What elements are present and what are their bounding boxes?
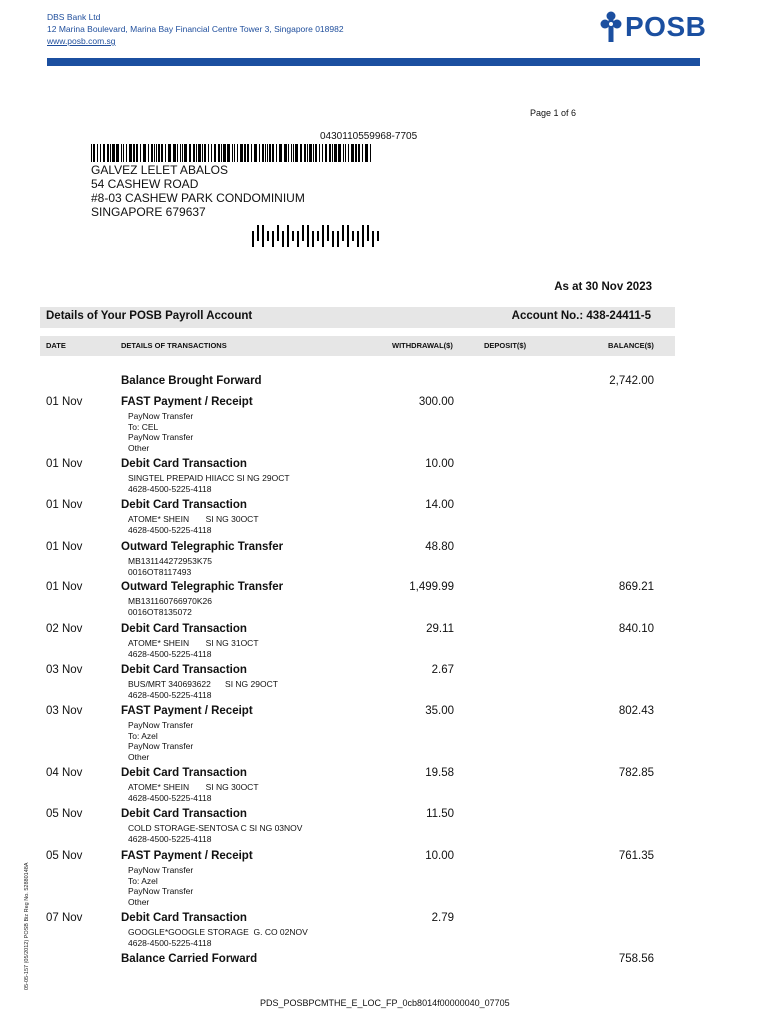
tx-details: PayNow Transfer To: Azel PayNow Transfer Other [128, 720, 194, 762]
document-code: PDS_POSBPCMTHE_E_LOC_FP_0cb8014f00000040_07705 [260, 998, 510, 1008]
tx-withdrawal: 300.00 [418, 396, 454, 408]
tx-date: 01 Nov [46, 581, 83, 593]
tx-withdrawal: 29.11 [426, 623, 454, 635]
account-header [40, 307, 675, 328]
col-date: DATE [46, 341, 66, 350]
column-headers [40, 336, 675, 356]
tx-withdrawal: 19.58 [425, 767, 454, 779]
tx-withdrawal: 2.67 [431, 664, 454, 676]
col-details: DETAILS OF TRANSACTIONS [121, 341, 227, 350]
bank-address: 12 Marina Boulevard, Marina Bay Financial Centre Tower 3, Singapore 018982 [47, 24, 344, 34]
tx-title: Debit Card Transaction [121, 767, 247, 779]
logo-text: POSB [625, 11, 707, 42]
tx-details: MB131160766970K26 0016OT8135072 [128, 596, 212, 617]
tx-balance: 761.35 [618, 850, 654, 862]
tx-details: GOOGLE*GOOGLE STORAGE G. CO 02NOV 4628-4500-5225-4118 [128, 927, 308, 948]
tx-date: 03 Nov [46, 664, 83, 676]
tx-balance: 869.21 [618, 581, 654, 593]
tx-title: Debit Card Transaction [121, 623, 247, 635]
tx-details: MB131144272953K75 0016OT8117493 [128, 556, 212, 577]
address-line-3: SINGAPORE 679637 [91, 205, 206, 219]
bank-info [47, 11, 344, 47]
header-bar [47, 58, 700, 66]
address-line-1: 54 CASHEW ROAD [91, 177, 199, 191]
tx-withdrawal: 10.00 [425, 458, 454, 470]
tx-date: 02 Nov [46, 623, 83, 635]
tx-date: 01 Nov [46, 541, 83, 553]
bank-url-link[interactable]: www.posb.com.sg [47, 36, 116, 46]
tx-withdrawal: 2.79 [431, 912, 454, 924]
col-deposit: DEPOSIT($) [484, 341, 527, 350]
tx-title: FAST Payment / Receipt [121, 396, 253, 408]
customer-name: GALVEZ LELET ABALOS [91, 163, 228, 177]
tx-title: Debit Card Transaction [121, 912, 247, 924]
tx-withdrawal: 11.50 [426, 808, 454, 820]
tx-details: ATOME* SHEIN SI NG 30OCT 4628-4500-5225-4118 [128, 782, 259, 803]
tx-withdrawal: 35.00 [425, 705, 454, 717]
tx-balance: 782.85 [618, 767, 654, 779]
postal-barcode [252, 225, 382, 247]
tx-balance: 2,742.00 [609, 375, 654, 387]
tx-title: Outward Telegraphic Transfer [121, 581, 284, 593]
tx-date: 03 Nov [46, 705, 83, 717]
col-withdrawal: WITHDRAWAL($) [392, 341, 453, 350]
tx-withdrawal: 10.00 [425, 850, 454, 862]
tx-withdrawal: 14.00 [425, 499, 454, 511]
tx-title: Balance Carried Forward [121, 953, 258, 965]
tx-title: Debit Card Transaction [121, 664, 247, 676]
tx-withdrawal: 1,499.99 [409, 581, 454, 593]
account-title: Details of Your POSB Payroll Account [46, 310, 253, 322]
barcode-number: 0430110559968-7705 [320, 131, 418, 142]
tx-title: Balance Brought Forward [121, 375, 262, 387]
tx-date: 07 Nov [46, 912, 83, 924]
bank-name: DBS Bank Ltd [47, 12, 101, 22]
tx-details: COLD STORAGE-SENTOSA C SI NG 03NOV 4628-4500-5225-4118 [128, 823, 303, 844]
tx-balance: 840.10 [618, 623, 654, 635]
tx-date: 05 Nov [46, 850, 83, 862]
statement-date: As at 30 Nov 2023 [554, 281, 652, 293]
tx-title: Outward Telegraphic Transfer [121, 541, 284, 553]
tx-date: 01 Nov [46, 458, 83, 470]
tx-details: BUS/MRT 340693622 SI NG 29OCT 4628-4500-5225-4118 [128, 679, 278, 700]
tx-title: FAST Payment / Receipt [121, 850, 253, 862]
tx-date: 05 Nov [46, 808, 83, 820]
tx-title: FAST Payment / Receipt [121, 705, 253, 717]
tx-details: PayNow Transfer To: Azel PayNow Transfer Other [128, 865, 194, 907]
posb-logo [600, 10, 706, 44]
col-balance: BALANCE($) [608, 341, 654, 350]
tx-title: Debit Card Transaction [121, 458, 247, 470]
barcode-image [91, 144, 375, 162]
tx-balance: 758.56 [618, 953, 654, 965]
customer-address [91, 163, 305, 219]
tx-title: Debit Card Transaction [121, 499, 247, 511]
address-line-2: #8-03 CASHEW PARK CONDOMINIUM [91, 191, 305, 205]
tx-details: PayNow Transfer To: CEL PayNow Transfer Other [128, 411, 194, 453]
account-number: Account No.: 438-24411-5 [511, 310, 651, 322]
tx-withdrawal: 48.80 [425, 541, 454, 553]
side-reference: 05-05-157 (05/2012) POSB Biz Reg No. 52880148A [24, 862, 30, 990]
tx-details: SINGTEL PREPAID HIIACC SI NG 29OCT 4628-4500-5225-4118 [128, 473, 290, 494]
tx-details: ATOME* SHEIN SI NG 31OCT 4628-4500-5225-4118 [128, 638, 259, 659]
tx-date: 04 Nov [46, 767, 83, 779]
tx-date: 01 Nov [46, 499, 83, 511]
page-number: Page 1 of 6 [530, 108, 577, 118]
tx-title: Debit Card Transaction [121, 808, 247, 820]
tx-date: 01 Nov [46, 396, 83, 408]
tx-details: ATOME* SHEIN SI NG 30OCT 4628-4500-5225-4118 [128, 514, 259, 535]
posb-logo-icon [600, 10, 622, 44]
tx-balance: 802.43 [618, 705, 654, 717]
